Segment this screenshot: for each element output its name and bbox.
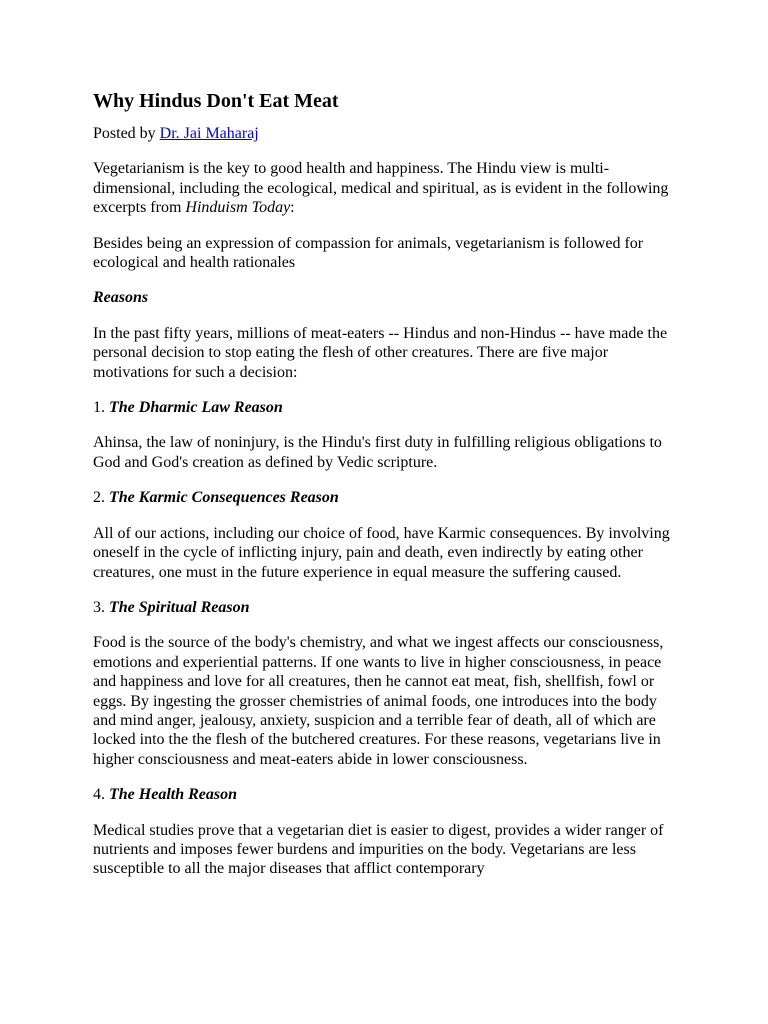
byline [93, 124, 678, 143]
section-body-karmic: All of our actions, including our choice of food, have Karmic consequences. By involving oneself in the cycle of inflicting injury, pain and death, even indirectly by eating other creatures, one must in the future experience in equal measure the suffering caused. [93, 524, 670, 581]
section-number: 1. [93, 399, 109, 417]
intro-source: Hinduism Today [185, 199, 291, 217]
section-number: 3. [93, 598, 109, 616]
section-heading-dharmic [93, 398, 678, 417]
section-body-spiritual: Food is the source of the body's chemistry, and what we ingest affects our consciousness, emotions and experiential patterns. If one wants to live in higher consciousness, in peace and happiness and love for all creatures, then he cannot eat meat, fish, shellfish, fowl or eggs. By ingesting the grosser chemistries of animal foods, one introduces into the body and mind anger, jealousy, anxiety, suspicion and a terrible fear of death, all of which are locked into the the flesh of the butchered creatures. For these reasons, vegetarians live in higher consciousness and meat-eaters abide in lower consciousness. [93, 634, 664, 768]
compassion-paragraph: Besides being an expression of compassion for animals, vegetarianism is followed for ecological and health rationales [93, 234, 644, 272]
section-title: The Health Reason [109, 786, 238, 804]
section-title: The Dharmic Law Reason [109, 399, 283, 417]
document-page [93, 88, 678, 895]
intro-paragraph [93, 159, 678, 217]
intro-text: Vegetarianism is the key to good health and happiness. The Hindu view is multi-dimensional, including the ecological, medical and spiritual, as is evident in the following excerpts from [93, 160, 669, 217]
overview-paragraph: In the past fifty years, millions of meat-eaters -- Hindus and non-Hindus -- have made the personal decision to stop eating the flesh of other creatures. There are five major motivations for such a decision: [93, 324, 668, 381]
section-number: 2. [93, 489, 109, 507]
section-title: The Spiritual Reason [109, 598, 250, 616]
section-body-health: Medical studies prove that a vegetarian diet is easier to digest, provides a wider ranger of nutrients and imposes fewer burdens and impurities on the body. Vegetarians are less susceptible to all the major diseases that afflict contemporary [93, 821, 664, 878]
section-heading-spiritual [93, 598, 678, 617]
byline-label: Posted by [93, 125, 160, 142]
section-title: The Karmic Consequences Reason [109, 489, 339, 507]
page-title: Why Hindus Don't Eat Meat [93, 90, 339, 112]
section-number: 4. [93, 786, 109, 804]
author-link[interactable]: Dr. Jai Maharaj [159, 125, 259, 142]
reasons-heading: Reasons [93, 289, 149, 307]
section-heading-karmic [93, 488, 678, 507]
section-body-dharmic: Ahinsa, the law of noninjury, is the Hindu's first duty in fulfilling religious obligations to God and God's creation as defined by Vedic scripture. [93, 434, 662, 471]
intro-end: : [290, 199, 295, 217]
section-heading-health [93, 785, 678, 804]
